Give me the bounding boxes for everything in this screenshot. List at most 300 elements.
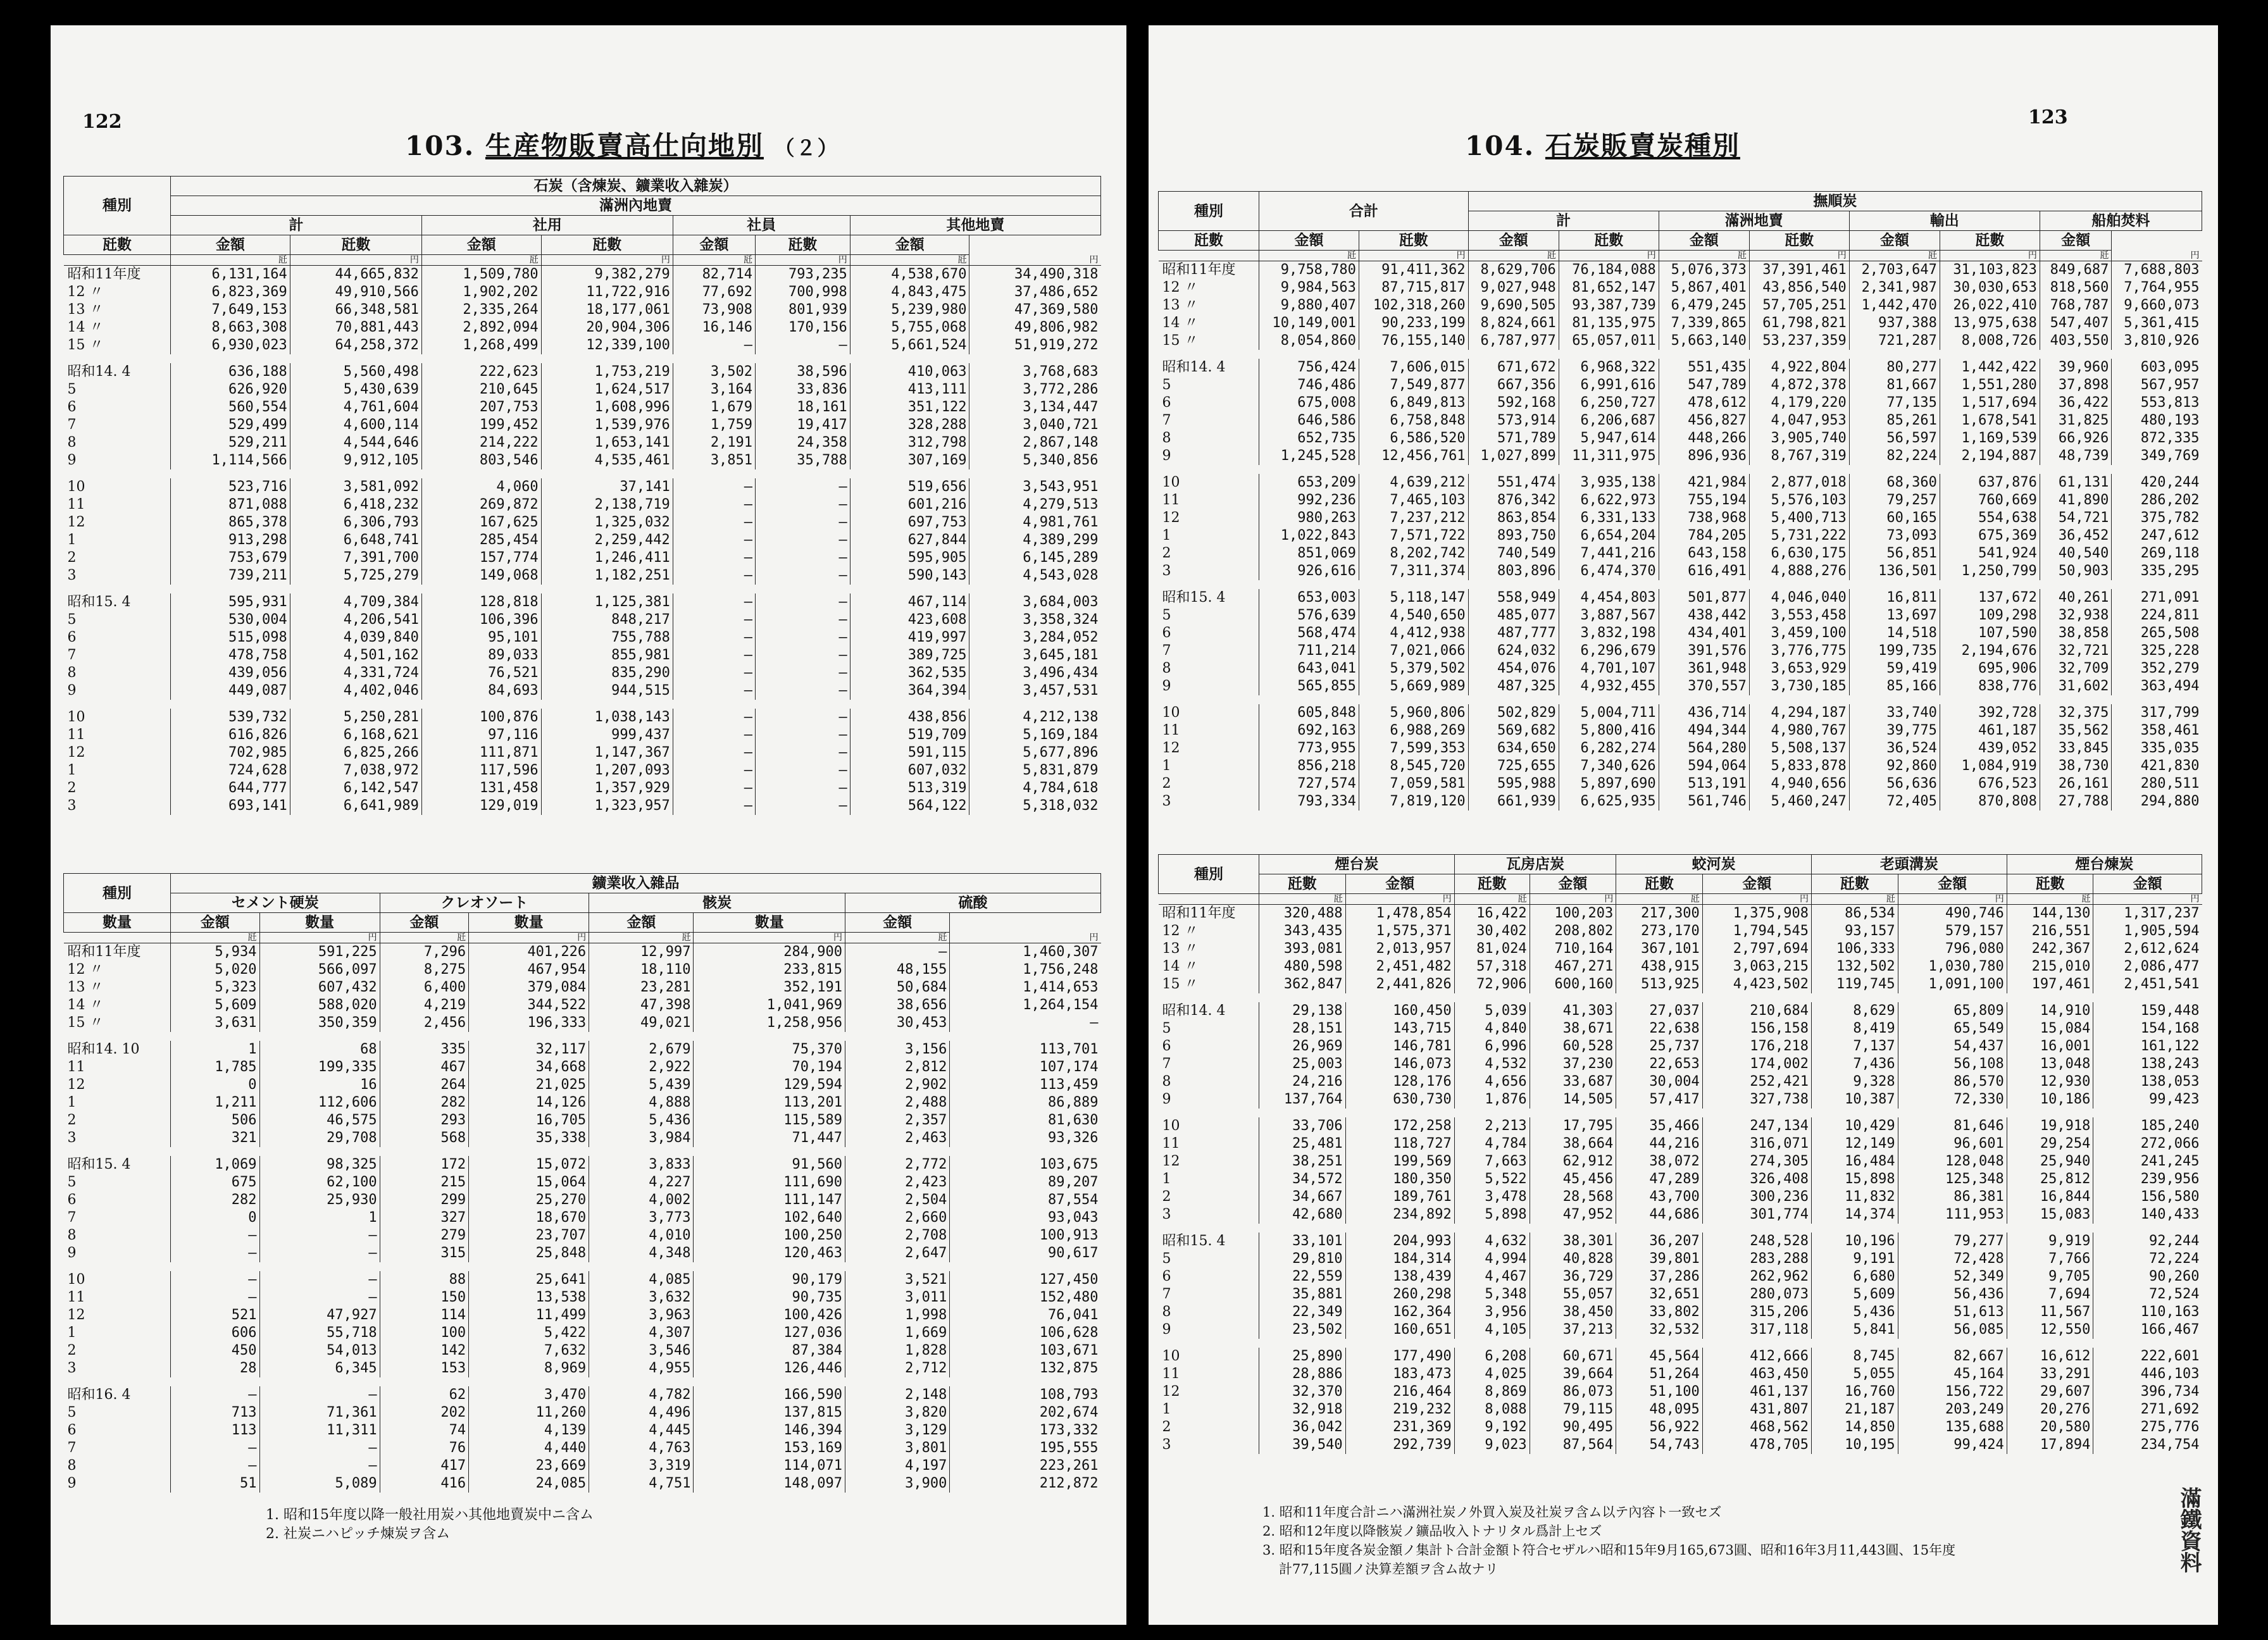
data-cell: 159,448 — [2093, 1002, 2202, 1020]
data-cell: 10,387 — [1811, 1091, 1898, 1109]
data-cell: 358,461 — [2112, 722, 2202, 740]
data-cell: 3,730,185 — [1749, 678, 1849, 695]
data-cell: 26,022,410 — [1940, 297, 2040, 314]
data-cell: 60,671 — [1530, 1348, 1616, 1365]
row-label: 10 — [1162, 705, 1180, 721]
data-cell: 57,705,251 — [1749, 297, 1849, 314]
column-header: 數量 — [259, 913, 380, 933]
data-cell: 626,920 — [171, 381, 290, 399]
data-cell: 180,350 — [1345, 1171, 1454, 1188]
data-cell: 280,511 — [2112, 775, 2202, 793]
library-stamp: 滿鐵資料 — [2176, 1487, 2202, 1573]
data-cell: 53,237,359 — [1749, 332, 1849, 350]
data-cell: 4,412,938 — [1359, 624, 1468, 642]
table-row — [64, 744, 1101, 762]
column-header: 金額 — [850, 235, 969, 255]
row-label: 12 〃 — [1162, 923, 1199, 939]
data-cell: 349,769 — [2112, 447, 2202, 465]
data-cell: 36,729 — [1530, 1268, 1616, 1286]
data-cell: 2,797,694 — [1702, 940, 1811, 958]
row-label: 9 — [67, 1475, 77, 1491]
spacer-cell — [1159, 1224, 2202, 1233]
data-cell: — — [673, 647, 755, 664]
data-cell: 1,442,470 — [1849, 297, 1940, 314]
row-label: 3 — [67, 1130, 77, 1146]
table-row — [64, 1174, 1101, 1191]
data-cell: — — [756, 762, 850, 780]
data-cell: — — [673, 611, 755, 629]
data-cell: 32,651 — [1616, 1286, 1703, 1303]
data-cell: 753,679 — [171, 549, 290, 567]
data-cell: 740,549 — [1468, 545, 1559, 562]
spacer-cell — [64, 1147, 1101, 1156]
data-cell: 59,419 — [1849, 660, 1940, 678]
data-cell: 2,148 — [845, 1386, 950, 1404]
data-cell: 10,149,001 — [1259, 314, 1359, 332]
spacer-row — [64, 1032, 1101, 1041]
table-row — [64, 452, 1101, 469]
data-cell: 558,949 — [1468, 589, 1559, 607]
data-cell: 86,381 — [1898, 1188, 2007, 1206]
table-row — [64, 682, 1101, 700]
table-104-name: 石炭販賣炭種別 — [1545, 130, 1740, 161]
data-cell: 315 — [380, 1245, 469, 1262]
spacer-cell — [64, 354, 1101, 363]
column-header-row — [64, 913, 1101, 933]
data-cell: 2,357 — [845, 1112, 950, 1129]
unit-cell: 円 — [1345, 894, 1454, 905]
unit-cell: 瓩 — [673, 255, 755, 266]
data-cell: 7,441,216 — [1559, 545, 1659, 562]
data-cell: 5,663,140 — [1659, 332, 1749, 350]
data-cell: 321 — [171, 1129, 260, 1147]
data-cell: 76,155,140 — [1359, 332, 1468, 350]
data-cell: 760,669 — [1940, 492, 2040, 509]
data-cell: 38,730 — [2040, 757, 2112, 775]
data-cell: 561,746 — [1659, 793, 1749, 811]
data-cell: 71,361 — [259, 1404, 380, 1422]
table-row — [1159, 976, 2202, 993]
table-row — [64, 1439, 1101, 1457]
data-cell: 6,648,741 — [290, 531, 421, 549]
data-cell: 5,089 — [259, 1475, 380, 1493]
row-label: 昭和14. 4 — [1162, 1003, 1226, 1019]
data-cell: 99,423 — [2093, 1091, 2202, 1109]
table-row — [1159, 607, 2202, 624]
table-103-mining-goods — [63, 873, 1101, 1493]
data-cell: 113,459 — [950, 1076, 1101, 1094]
group-ship-fuel: 船舶焚料 — [2040, 211, 2202, 231]
data-cell: 4,840 — [1454, 1020, 1530, 1038]
data-cell: 241,245 — [2093, 1153, 2202, 1171]
data-cell: 37,391,461 — [1749, 261, 1849, 280]
data-cell: 2,612,624 — [2093, 940, 2202, 958]
data-cell: 247,612 — [2112, 527, 2202, 545]
data-cell: — — [259, 1457, 380, 1475]
data-cell: 461,187 — [1940, 722, 2040, 740]
data-cell: — — [756, 647, 850, 664]
table-row — [1159, 775, 2202, 793]
data-cell: 551,474 — [1468, 474, 1559, 492]
row-label: 12 — [67, 1307, 85, 1323]
data-cell: 93,326 — [950, 1129, 1101, 1147]
data-cell: 1,539,976 — [541, 416, 673, 434]
data-cell: 91,560 — [694, 1156, 845, 1174]
table-row — [64, 381, 1101, 399]
data-cell: 38,072 — [1616, 1153, 1703, 1171]
data-cell: 72,405 — [1849, 793, 1940, 811]
row-label: 昭和14. 4 — [67, 364, 131, 380]
data-cell: 6,625,935 — [1559, 793, 1659, 811]
row-label: 12 — [1162, 1153, 1180, 1169]
data-cell: 4,994 — [1454, 1250, 1530, 1268]
data-cell: 4,139 — [469, 1422, 589, 1439]
data-cell: 312,798 — [850, 434, 969, 452]
table-104-title — [1465, 125, 1740, 163]
fushun-header: 撫順炭 — [1468, 192, 2202, 211]
data-cell: 210,684 — [1702, 1002, 1811, 1020]
data-cell: 148,097 — [694, 1475, 845, 1493]
data-cell: 129,019 — [421, 797, 541, 815]
row-label: 13 〃 — [1162, 297, 1199, 313]
table-103-title — [405, 125, 839, 163]
row-label: 6 — [1162, 625, 1171, 641]
data-cell: 515,098 — [171, 629, 290, 647]
row-label: 1 — [67, 532, 77, 548]
data-cell: 7,694 — [2007, 1286, 2093, 1303]
data-cell: 283,288 — [1702, 1250, 1811, 1268]
data-cell: 4,206,541 — [290, 611, 421, 629]
data-cell: 5,677,896 — [969, 744, 1101, 762]
data-cell: — — [259, 1439, 380, 1457]
data-cell: 18,161 — [756, 399, 850, 416]
data-cell: 449,087 — [171, 682, 290, 700]
spacer-row — [64, 1377, 1101, 1386]
data-cell: 44,686 — [1616, 1206, 1703, 1224]
column-header: 瓩數 — [64, 235, 171, 255]
row-label: 昭和15. 4 — [1162, 590, 1226, 606]
data-cell: 215,010 — [2007, 958, 2093, 976]
data-cell: 47,289 — [1616, 1171, 1703, 1188]
data-cell: 33,687 — [1530, 1073, 1616, 1091]
data-cell: 421,984 — [1659, 474, 1749, 492]
data-cell: 125,348 — [1898, 1171, 2007, 1188]
data-cell: 16,612 — [2007, 1348, 2093, 1365]
data-cell: 172,258 — [1345, 1117, 1454, 1135]
row-label: 2 — [1162, 545, 1171, 561]
data-cell: 893,750 — [1468, 527, 1559, 545]
data-cell: 143,715 — [1345, 1020, 1454, 1038]
data-cell: 439,056 — [171, 664, 290, 682]
table-104-other-coals — [1158, 854, 2202, 1454]
spacer-cell — [64, 1262, 1101, 1271]
kind-header: 種別 — [1159, 855, 1259, 894]
unit-cell: 円 — [2093, 894, 2202, 905]
data-cell: 8,275 — [380, 961, 469, 979]
data-cell: 4,294,187 — [1749, 704, 1849, 722]
spacer-cell — [64, 585, 1101, 593]
data-cell: 2,191 — [673, 434, 755, 452]
data-cell: 7,340,626 — [1559, 757, 1659, 775]
data-cell: 16 — [259, 1076, 380, 1094]
data-cell: 6,400 — [380, 979, 469, 997]
table-row — [1159, 1348, 2202, 1365]
table-row — [64, 1271, 1101, 1289]
data-cell: 838,776 — [1940, 678, 2040, 695]
data-cell: 436,714 — [1659, 704, 1749, 722]
data-cell: 86,889 — [950, 1094, 1101, 1112]
column-header: 瓩數 — [1159, 231, 1259, 251]
spacer-cell — [1159, 580, 2202, 589]
data-cell: 1,246,411 — [541, 549, 673, 567]
data-cell: 153 — [380, 1360, 469, 1377]
data-cell: 32,918 — [1259, 1401, 1346, 1419]
data-cell: 605,848 — [1259, 704, 1359, 722]
data-cell: 292,739 — [1345, 1436, 1454, 1454]
row-label: 6 — [1162, 395, 1171, 411]
data-cell: 1,125,381 — [541, 593, 673, 611]
data-cell: 446,103 — [2093, 1365, 2202, 1383]
data-cell: — — [756, 593, 850, 611]
spacer-row — [1159, 465, 2202, 474]
data-cell: 523,716 — [171, 478, 290, 496]
data-cell: 4,307 — [589, 1324, 694, 1342]
table-row — [64, 961, 1101, 979]
group-wafangdian: 瓦房店炭 — [1454, 855, 1616, 874]
row-label: 15 〃 — [1162, 333, 1199, 349]
data-cell: 9,191 — [1811, 1250, 1898, 1268]
data-cell: 3,581,092 — [290, 478, 421, 496]
data-cell: 1,517,694 — [1940, 394, 2040, 412]
data-cell: 7,311,374 — [1359, 562, 1468, 580]
data-cell: 54,743 — [1616, 1436, 1703, 1454]
data-cell: 20,276 — [2007, 1401, 2093, 1419]
data-cell: 3,887,567 — [1559, 607, 1659, 624]
data-cell: 160,450 — [1345, 1002, 1454, 1020]
table-row — [64, 514, 1101, 531]
data-cell: 146,781 — [1345, 1038, 1454, 1055]
column-header-row — [64, 235, 1101, 255]
data-cell: 115,589 — [694, 1112, 845, 1129]
data-cell: 149,068 — [421, 567, 541, 585]
data-cell: 7,819,120 — [1359, 793, 1468, 811]
data-cell: 56,108 — [1898, 1055, 2007, 1073]
spacer-cell — [64, 700, 1101, 709]
row-label: 10 — [1162, 1118, 1180, 1134]
data-cell: 700,998 — [756, 283, 850, 301]
data-cell: 4,540,650 — [1359, 607, 1468, 624]
data-cell: 351,122 — [850, 399, 969, 416]
spacer-row — [64, 700, 1101, 709]
data-cell: 38,664 — [1530, 1135, 1616, 1153]
column-header: 金額 — [673, 235, 755, 255]
table-row — [64, 593, 1101, 611]
row-label: 5 — [67, 1405, 77, 1420]
row-label: 昭和11年度 — [1162, 262, 1236, 278]
data-cell: 11,499 — [469, 1307, 589, 1324]
row-label: 7 — [1162, 413, 1171, 428]
data-cell: 271,692 — [2093, 1401, 2202, 1419]
data-cell: — — [756, 567, 850, 585]
data-cell: 1,245,528 — [1259, 447, 1359, 465]
data-cell: 202 — [380, 1404, 469, 1422]
data-cell: 3,457,531 — [969, 682, 1101, 700]
data-cell: — — [756, 478, 850, 496]
data-cell: 247,134 — [1702, 1117, 1811, 1135]
table-row — [1159, 1321, 2202, 1339]
spacer-row — [64, 585, 1101, 593]
table-row — [1159, 1233, 2202, 1250]
data-cell: 8,824,661 — [1468, 314, 1559, 332]
data-cell: 30,453 — [845, 1014, 950, 1032]
data-cell: 6,131,164 — [171, 266, 290, 284]
data-cell: 2,660 — [845, 1209, 950, 1227]
data-cell: 7,688,803 — [2112, 261, 2202, 280]
data-cell: 252,421 — [1702, 1073, 1811, 1091]
data-cell: 1,551,280 — [1940, 376, 2040, 394]
group-employees: 社員 — [673, 216, 850, 235]
data-cell: 93,387,739 — [1559, 297, 1659, 314]
data-cell: 4,402,046 — [290, 682, 421, 700]
table-row — [1159, 740, 2202, 757]
row-label: 12 — [1162, 740, 1180, 756]
data-cell: 803,896 — [1468, 562, 1559, 580]
column-header: 金額 — [1849, 231, 1940, 251]
data-cell: 138,053 — [2093, 1073, 2202, 1091]
data-cell: 6,823,369 — [171, 283, 290, 301]
row-label: 12 — [67, 745, 85, 761]
data-cell: 14,374 — [1811, 1206, 1898, 1224]
data-cell: 25,930 — [259, 1191, 380, 1209]
data-cell: — — [756, 682, 850, 700]
data-cell: 6,418,232 — [290, 496, 421, 514]
table-104-fushun — [1158, 191, 2202, 811]
data-cell: 3,632 — [589, 1289, 694, 1307]
group-yantai: 煙台炭 — [1259, 855, 1455, 874]
group-manchuria-sales: 滿洲地賣 — [1659, 211, 1849, 231]
data-cell: 222,623 — [421, 363, 541, 381]
column-header: 金額 — [1259, 231, 1359, 251]
data-cell: 156,722 — [1898, 1383, 2007, 1401]
data-cell: 16,760 — [1811, 1383, 1898, 1401]
row-label: 15 〃 — [67, 337, 104, 353]
table-row — [64, 1191, 1101, 1209]
data-cell: 195,555 — [950, 1439, 1101, 1457]
data-cell: 4,955 — [589, 1360, 694, 1377]
data-cell: 224,811 — [2112, 607, 2202, 624]
spacer-cell — [1159, 1339, 2202, 1348]
data-cell: 478,705 — [1702, 1436, 1811, 1454]
data-cell: 3,935,138 — [1559, 474, 1659, 492]
data-cell: 100,913 — [950, 1227, 1101, 1245]
data-cell: 2,138,719 — [541, 496, 673, 514]
data-cell: 202,674 — [950, 1404, 1101, 1422]
data-cell: 72,906 — [1454, 976, 1530, 993]
data-cell: 653,003 — [1259, 589, 1359, 607]
data-cell: 530,004 — [171, 611, 290, 629]
data-cell: 4,872,378 — [1749, 376, 1849, 394]
group-cement-coal: セメント硬炭 — [171, 893, 380, 913]
row-label: 12 — [1162, 510, 1180, 526]
data-cell: 467 — [380, 1059, 469, 1076]
data-cell: 7,021,066 — [1359, 642, 1468, 660]
table-row — [64, 709, 1101, 726]
data-cell: 39,801 — [1616, 1250, 1703, 1268]
data-cell: — — [259, 1271, 380, 1289]
kind-header: 種別 — [64, 177, 171, 235]
data-cell: 5,661,524 — [850, 337, 969, 354]
data-cell: 421,830 — [2112, 757, 2202, 775]
data-cell: 539,732 — [171, 709, 290, 726]
data-cell: 335,295 — [2112, 562, 2202, 580]
table-row — [1159, 704, 2202, 722]
data-cell: 8,869 — [1454, 1383, 1530, 1401]
row-label: 3 — [67, 798, 77, 814]
data-cell: 65,057,011 — [1559, 332, 1659, 350]
data-cell: — — [171, 1271, 260, 1289]
page-number-left: 122 — [82, 111, 122, 133]
data-cell: 9,328 — [1811, 1073, 1898, 1091]
data-cell: 1,905,594 — [2093, 922, 2202, 940]
data-cell: 865,378 — [171, 514, 290, 531]
data-cell: 529,499 — [171, 416, 290, 434]
data-cell: 1,250,799 — [1940, 562, 2040, 580]
data-cell: — — [171, 1386, 260, 1404]
row-label: 3 — [1162, 1437, 1171, 1453]
data-cell: 26,161 — [2040, 775, 2112, 793]
data-cell: 872,335 — [2112, 430, 2202, 447]
row-label: 11 — [67, 727, 85, 743]
data-cell: 0 — [171, 1209, 260, 1227]
data-cell: 3,546 — [589, 1342, 694, 1360]
group-creosote: クレオソート — [380, 893, 589, 913]
table-row — [64, 611, 1101, 629]
data-cell: 6,996 — [1454, 1038, 1530, 1055]
data-cell: 4,532 — [1454, 1055, 1530, 1073]
table-row — [1159, 678, 2202, 695]
data-cell: 2,463 — [845, 1129, 950, 1147]
data-cell: — — [845, 943, 950, 962]
data-cell: 1,785 — [171, 1059, 260, 1076]
table-row — [64, 1245, 1101, 1262]
data-cell: 68,360 — [1849, 474, 1940, 492]
data-cell: 5,560,498 — [290, 363, 421, 381]
data-cell: — — [259, 1245, 380, 1262]
data-cell: — — [259, 1227, 380, 1245]
data-cell: 16,146 — [673, 319, 755, 337]
data-cell: 547,789 — [1659, 376, 1749, 394]
table-row — [64, 266, 1101, 284]
data-cell: 22,638 — [1616, 1020, 1703, 1038]
data-cell: 146,073 — [1345, 1055, 1454, 1073]
unit-cell: 瓩 — [1849, 251, 1940, 261]
unit-cell: 瓩 — [1454, 894, 1530, 905]
data-cell: 547,407 — [2040, 314, 2112, 332]
spacer-cell — [1159, 465, 2202, 474]
table-row — [1159, 660, 2202, 678]
data-cell: 81,646 — [1898, 1117, 2007, 1135]
data-cell: — — [673, 531, 755, 549]
unit-row — [64, 933, 1101, 943]
data-cell: 13,048 — [2007, 1055, 2093, 1073]
data-cell: 73,093 — [1849, 527, 1940, 545]
data-cell: 79,257 — [1849, 492, 1940, 509]
data-cell: 4,888,276 — [1749, 562, 1849, 580]
data-cell: 170,156 — [756, 319, 850, 337]
data-cell: 2,456 — [380, 1014, 469, 1032]
data-cell: 4,445 — [589, 1422, 694, 1439]
column-header-row — [1159, 874, 2202, 894]
